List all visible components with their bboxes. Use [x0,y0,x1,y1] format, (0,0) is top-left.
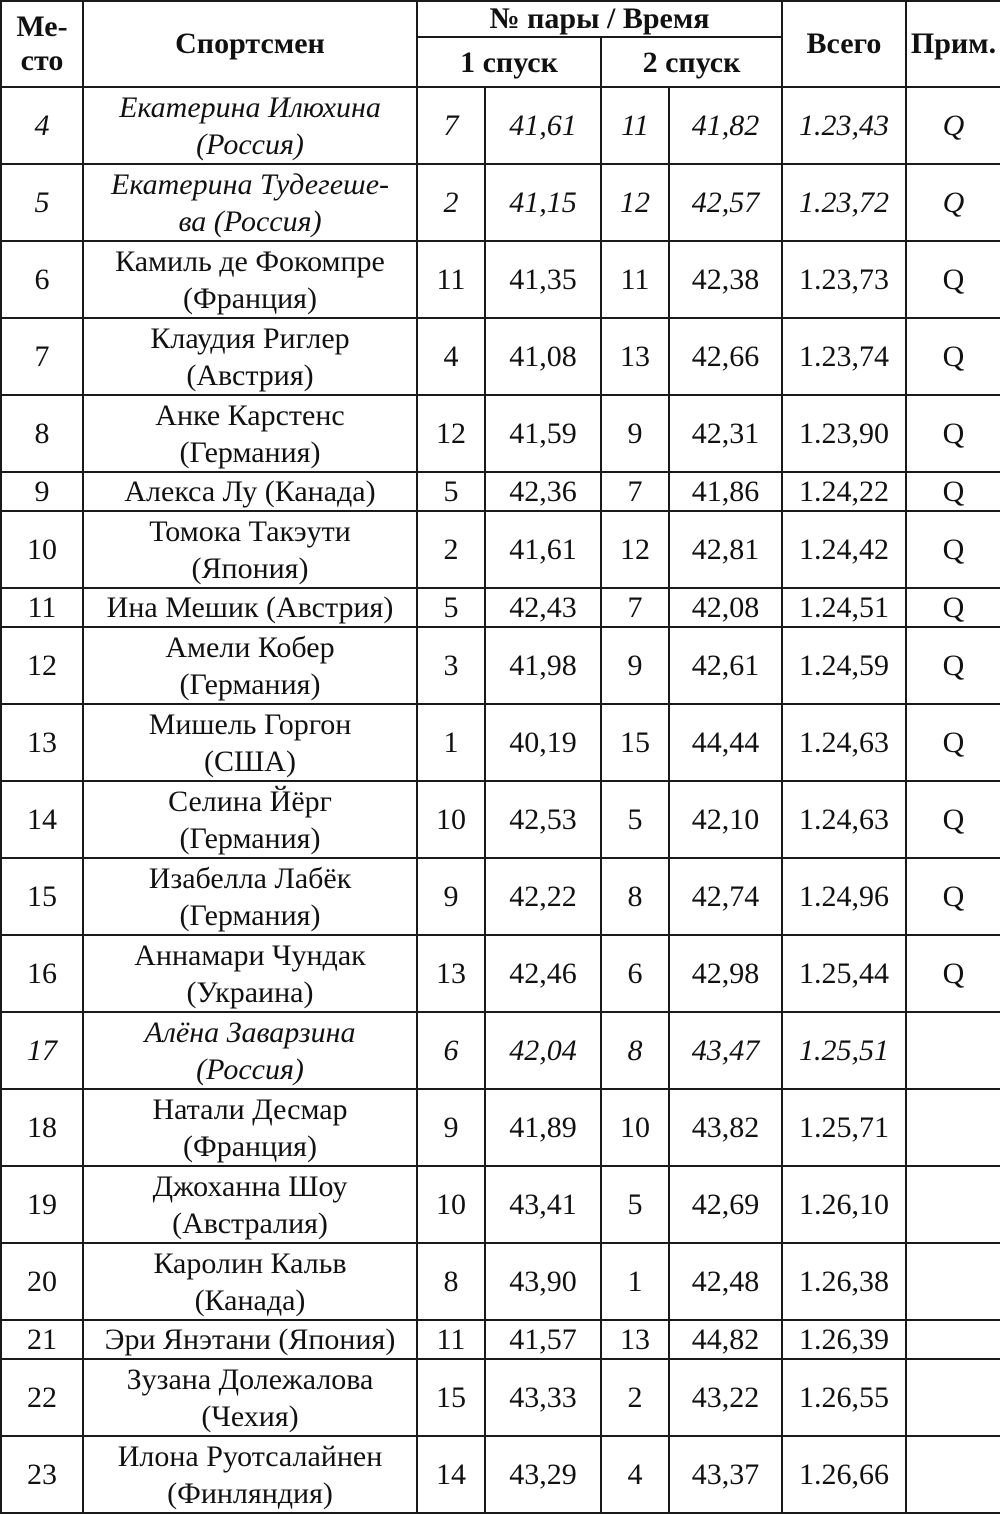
table-row [1,1359,1000,1436]
note-cell: Q [906,395,1000,472]
total-time-cell: 1.24,22 [782,472,906,511]
run2-pair-cell: 12 [601,511,669,588]
place-cell: 11 [1,588,83,627]
athlete-name: Екатерина Илюхина [119,90,381,124]
note-cell: Q [906,241,1000,318]
run1-time-cell: 41,89 [485,1089,601,1166]
total-time-cell: 1.23,73 [782,241,906,318]
run1-pair-cell: 2 [417,164,485,241]
total-time-cell: 1.24,51 [782,588,906,627]
run2-time-cell: 42,57 [669,164,782,241]
athlete-cell [83,781,417,858]
place-cell: 17 [1,1012,83,1089]
total-time-cell: 1.25,71 [782,1089,906,1166]
run2-time-cell: 42,61 [669,627,782,704]
run2-time-cell: 42,69 [669,1166,782,1243]
athlete-cell [83,472,417,511]
table-row [1,858,1000,935]
run1-pair-cell: 8 [417,1243,485,1320]
athlete-country: (Чехия) [201,1399,299,1433]
athlete-cell [83,164,417,241]
athlete-cell [83,1436,417,1513]
run2-pair-cell: 2 [601,1359,669,1436]
athlete-cell [83,627,417,704]
note-cell: Q [906,704,1000,781]
run1-pair-cell: 14 [417,1436,485,1513]
table-row [1,704,1000,781]
run1-header: 1 спуск [417,37,601,87]
run1-time-cell: 41,57 [485,1320,601,1359]
place-cell: 22 [1,1359,83,1436]
table-row [1,1436,1000,1513]
athlete-name: Мишель Горгон [148,707,352,741]
athlete-country: (Германия) [179,898,321,932]
table-row [1,472,1000,511]
table-row [1,588,1000,627]
place-cell: 18 [1,1089,83,1166]
table-row [1,935,1000,1012]
table-row [1,1012,1000,1089]
run2-time-cell: 43,82 [669,1089,782,1166]
athlete-country: ва (Россия) [178,204,322,238]
run1-time-cell: 41,08 [485,318,601,395]
run1-time-cell: 41,15 [485,164,601,241]
run2-pair-cell: 11 [601,241,669,318]
place-cell: 8 [1,395,83,472]
note-cell: Q [906,318,1000,395]
athlete-name: Аннамари Чундак [134,938,366,972]
table-row [1,1166,1000,1243]
run1-time-cell: 43,90 [485,1243,601,1320]
run1-pair-cell: 1 [417,704,485,781]
athlete-name: Камиль де Фокомпре [115,244,385,278]
run1-pair-cell: 10 [417,1166,485,1243]
athlete-name: Екатерина Тудегеше- [111,167,389,201]
note-cell [906,1089,1000,1166]
run2-pair-cell: 10 [601,1089,669,1166]
note-cell: Q [906,627,1000,704]
athlete-name: Селина Йёрг [168,784,332,818]
athlete-cell [83,87,417,164]
run2-time-cell: 42,31 [669,395,782,472]
run2-time-cell: 43,47 [669,1012,782,1089]
run1-pair-cell: 5 [417,588,485,627]
athlete-country: (Япония) [191,551,309,585]
run1-time-cell: 41,59 [485,395,601,472]
table-row [1,1320,1000,1359]
place-cell: 20 [1,1243,83,1320]
athlete-name: Джоханна Шоу [152,1169,348,1203]
run1-time-cell: 42,43 [485,588,601,627]
run1-pair-cell: 5 [417,472,485,511]
total-time-cell: 1.26,55 [782,1359,906,1436]
note-header: Прим. [906,1,1000,87]
athlete-cell [83,1012,417,1089]
run1-time-cell: 42,46 [485,935,601,1012]
run1-pair-cell: 11 [417,1320,485,1359]
run2-pair-cell: 9 [601,627,669,704]
athlete-country: (Франция) [183,281,317,315]
run1-pair-cell: 9 [417,1089,485,1166]
athlete-cell [83,1320,417,1359]
run2-time-cell: 43,37 [669,1436,782,1513]
note-cell [906,1320,1000,1359]
note-cell: Q [906,781,1000,858]
total-time-cell: 1.25,51 [782,1012,906,1089]
athlete-country: (Германия) [179,667,321,701]
run1-time-cell: 43,33 [485,1359,601,1436]
place-cell: 4 [1,87,83,164]
place-cell: 5 [1,164,83,241]
run1-pair-cell: 4 [417,318,485,395]
run1-pair-cell: 2 [417,511,485,588]
total-time-cell: 1.23,72 [782,164,906,241]
run2-time-cell: 42,38 [669,241,782,318]
note-cell: Q [906,164,1000,241]
athlete-country: (Германия) [179,435,321,469]
total-time-cell: 1.26,38 [782,1243,906,1320]
table-row [1,164,1000,241]
run2-pair-cell: 8 [601,858,669,935]
run2-time-cell: 44,82 [669,1320,782,1359]
note-cell: Q [906,87,1000,164]
total-time-cell: 1.24,59 [782,627,906,704]
run1-time-cell: 41,61 [485,511,601,588]
table-row [1,87,1000,164]
run2-pair-cell: 6 [601,935,669,1012]
run1-time-cell: 42,04 [485,1012,601,1089]
total-time-cell: 1.25,44 [782,935,906,1012]
place-cell: 14 [1,781,83,858]
run2-pair-cell: 8 [601,1012,669,1089]
athlete-name: Томока Такэути [149,514,351,548]
note-cell [906,1243,1000,1320]
place-cell: 10 [1,511,83,588]
note-cell [906,1359,1000,1436]
run2-pair-cell: 1 [601,1243,669,1320]
run2-pair-cell: 15 [601,704,669,781]
athlete-cell [83,935,417,1012]
note-cell [906,1166,1000,1243]
athlete-country: (США) [204,744,296,778]
total-time-cell: 1.23,90 [782,395,906,472]
run2-time-cell: 43,22 [669,1359,782,1436]
run1-time-cell: 41,98 [485,627,601,704]
run1-pair-cell: 15 [417,1359,485,1436]
run1-pair-cell: 7 [417,87,485,164]
total-time-cell: 1.24,96 [782,858,906,935]
run1-time-cell: 43,41 [485,1166,601,1243]
note-cell: Q [906,511,1000,588]
athlete-cell [83,241,417,318]
run2-pair-cell: 13 [601,1320,669,1359]
athlete-country: (Канада) [194,1283,306,1317]
note-cell: Q [906,935,1000,1012]
run2-pair-cell: 7 [601,588,669,627]
athlete-name: Анке Карстенс [155,398,345,432]
athlete-name: Ина Мешик (Австрия) [106,591,394,624]
run1-pair-cell: 3 [417,627,485,704]
table-row [1,1089,1000,1166]
place-cell: 23 [1,1436,83,1513]
athlete-country: (Германия) [179,821,321,855]
place-cell: 21 [1,1320,83,1359]
table-row [1,627,1000,704]
run1-pair-cell: 13 [417,935,485,1012]
athlete-cell [83,1166,417,1243]
athlete-cell [83,395,417,472]
total-time-cell: 1.24,42 [782,511,906,588]
table-row [1,318,1000,395]
athlete-header: Спортсмен [83,1,417,87]
place-cell: 9 [1,472,83,511]
total-header: Всего [782,1,906,87]
run2-time-cell: 42,08 [669,588,782,627]
table-row [1,241,1000,318]
athlete-country: (Украина) [186,975,314,1009]
run2-pair-cell: 9 [601,395,669,472]
place-cell: 16 [1,935,83,1012]
run1-time-cell: 41,61 [485,87,601,164]
run1-time-cell: 41,35 [485,241,601,318]
run2-time-cell: 42,66 [669,318,782,395]
run1-pair-cell: 11 [417,241,485,318]
place-cell: 15 [1,858,83,935]
run1-pair-cell: 9 [417,858,485,935]
athlete-country: (Австралия) [172,1206,328,1240]
run1-pair-cell: 10 [417,781,485,858]
athlete-cell [83,318,417,395]
run2-time-cell: 42,74 [669,858,782,935]
athlete-country: (Финляндия) [167,1476,333,1510]
place-cell: 6 [1,241,83,318]
run2-pair-cell: 11 [601,87,669,164]
total-time-cell: 1.26,66 [782,1436,906,1513]
athlete-name: Алёна Заварзина [144,1015,356,1049]
run2-time-cell: 41,82 [669,87,782,164]
note-cell: Q [906,472,1000,511]
run2-time-cell: 44,44 [669,704,782,781]
total-time-cell: 1.26,39 [782,1320,906,1359]
run1-pair-cell: 6 [417,1012,485,1089]
place-cell: 19 [1,1166,83,1243]
table-row [1,395,1000,472]
table-body [1,87,1000,1513]
total-time-cell: 1.23,74 [782,318,906,395]
place-cell: 13 [1,704,83,781]
note-cell: Q [906,588,1000,627]
athlete-cell [83,704,417,781]
athlete-name: Клаудия Риглер [150,321,350,355]
note-cell [906,1436,1000,1513]
run2-time-cell: 42,48 [669,1243,782,1320]
run1-time-cell: 42,53 [485,781,601,858]
total-time-cell: 1.24,63 [782,704,906,781]
athlete-cell [83,588,417,627]
table-row [1,781,1000,858]
run1-time-cell: 43,29 [485,1436,601,1513]
athlete-cell [83,511,417,588]
total-time-cell: 1.24,63 [782,781,906,858]
athlete-name: Эри Янэтани (Япония) [104,1323,396,1356]
run2-pair-cell: 13 [601,318,669,395]
athlete-name: Илона Руотсалайнен [117,1439,383,1473]
run1-time-cell: 42,36 [485,472,601,511]
run2-pair-cell: 12 [601,164,669,241]
table-header [1,1,1000,87]
run1-pair-cell: 12 [417,395,485,472]
athlete-cell [83,1089,417,1166]
athlete-name: Зузана Долежалова [126,1362,374,1396]
total-time-cell: 1.23,43 [782,87,906,164]
athlete-cell [83,1359,417,1436]
note-cell [906,1012,1000,1089]
run2-time-cell: 42,10 [669,781,782,858]
run1-time-cell: 40,19 [485,704,601,781]
run2-pair-cell: 5 [601,1166,669,1243]
athlete-country: (Австрия) [186,358,314,392]
run2-time-cell: 42,81 [669,511,782,588]
athlete-name: Алекса Лу (Канада) [124,475,376,508]
run1-time-cell: 42,22 [485,858,601,935]
note-cell: Q [906,858,1000,935]
run2-pair-cell: 7 [601,472,669,511]
athlete-cell [83,1243,417,1320]
place-cell: 12 [1,627,83,704]
place-header: Ме- сто [1,1,83,87]
athlete-name: Изабелла Лабёк [148,861,352,895]
run2-header: 2 спуск [601,37,782,87]
place-cell: 7 [1,318,83,395]
athlete-country: (Россия) [196,1052,304,1086]
athlete-cell [83,858,417,935]
run2-pair-cell: 5 [601,781,669,858]
run2-time-cell: 42,98 [669,935,782,1012]
pair-time-header: № пары / Время [417,1,782,37]
athlete-country: (Россия) [196,127,304,161]
athlete-name: Каролин Кальв [153,1246,347,1280]
athlete-name: Натали Десмар [152,1092,348,1126]
run2-time-cell: 41,86 [669,472,782,511]
athlete-name: Амели Кобер [165,630,335,664]
table-row [1,1243,1000,1320]
run2-pair-cell: 4 [601,1436,669,1513]
table-row [1,511,1000,588]
total-time-cell: 1.26,10 [782,1166,906,1243]
athlete-country: (Франция) [183,1129,317,1163]
